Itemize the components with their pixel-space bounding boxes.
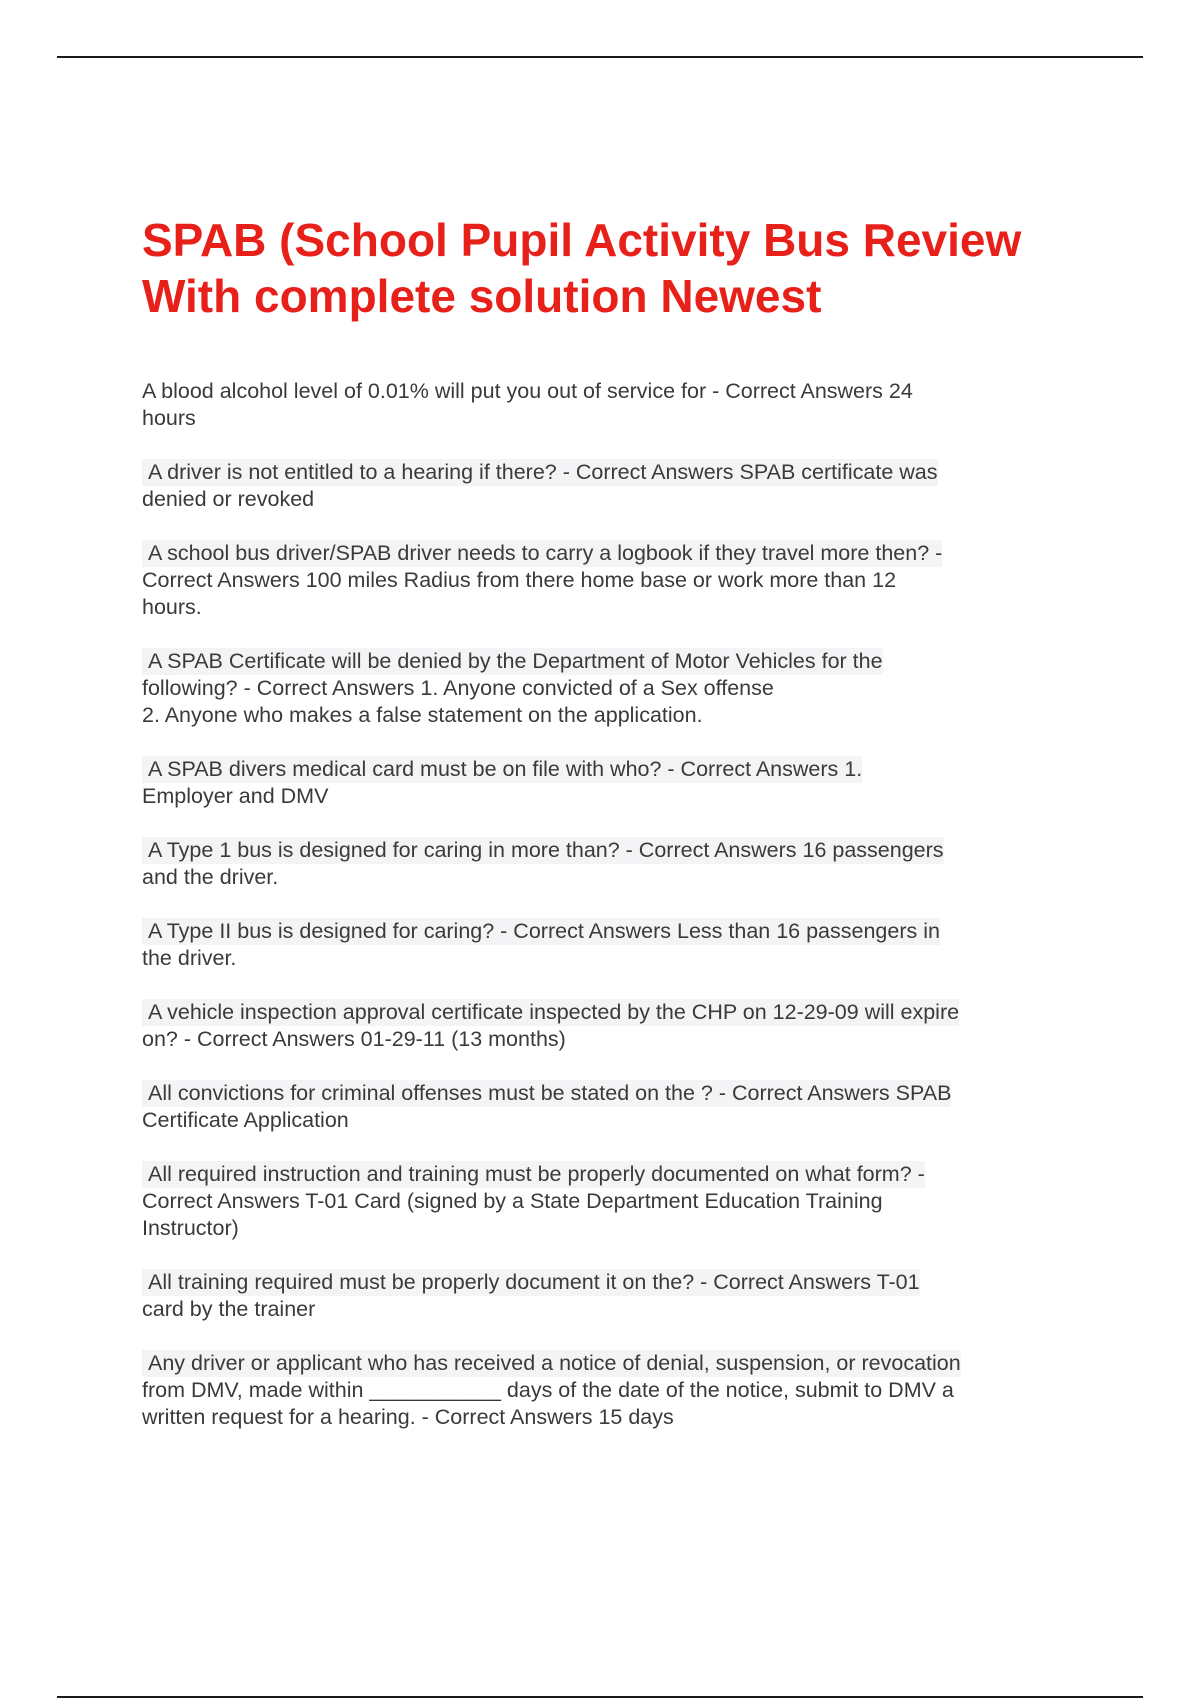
- qa-continuation-line: Instructor): [142, 1216, 239, 1240]
- qa-continuation-line: and the driver.: [142, 865, 279, 889]
- qa-question-line: A Type II bus is designed for caring? - Correct Answers Less than 16 passengers in: [142, 918, 940, 945]
- qa-continuation-line: following? - Correct Answers 1. Anyone convicted of a Sex offense: [142, 676, 774, 700]
- qa-continuation-line: Correct Answers 100 miles Radius from there home base or work more than 12: [142, 568, 897, 592]
- qa-question-line: A school bus driver/SPAB driver needs to carry a logbook if they travel more then? -: [142, 540, 942, 567]
- header-rule: [57, 56, 1143, 58]
- qa-item: [142, 756, 1060, 810]
- qa-continuation-line: from DMV, made within ___________ days of the date of the notice, submit to DMV a: [142, 1378, 954, 1402]
- qa-item: [142, 648, 1060, 729]
- qa-item: [142, 918, 1060, 972]
- qa-item: [142, 1269, 1060, 1323]
- qa-continuation-line: hours.: [142, 595, 202, 619]
- qa-item: [142, 1350, 1060, 1431]
- qa-question-line: A SPAB Certificate will be denied by the Department of Motor Vehicles for the: [142, 648, 883, 675]
- qa-continuation-line: Employer and DMV: [142, 784, 329, 808]
- qa-list: [142, 378, 1060, 1458]
- footer-rule: [57, 1696, 1143, 1698]
- qa-question-line: A vehicle inspection approval certificate inspected by the CHP on 12-29-09 will expire: [142, 999, 959, 1026]
- qa-item: [142, 459, 1060, 513]
- qa-question-line: A Type 1 bus is designed for caring in more than? - Correct Answers 16 passengers: [142, 837, 944, 864]
- qa-question-line: A blood alcohol level of 0.01% will put you out of service for - Correct Answers 24: [142, 379, 913, 403]
- qa-question-line: All convictions for criminal offenses must be stated on the ? - Correct Answers SPAB: [142, 1080, 951, 1107]
- qa-item: [142, 540, 1060, 621]
- title-line-2: With complete solution Newest: [142, 270, 822, 322]
- qa-continuation-line: hours: [142, 406, 196, 430]
- qa-continuation-line: card by the trainer: [142, 1297, 316, 1321]
- qa-question-line: A driver is not entitled to a hearing if there? - Correct Answers SPAB certificate was: [142, 459, 938, 486]
- qa-continuation-line: the driver.: [142, 946, 237, 970]
- qa-question-line: All required instruction and training must be properly documented on what form? -: [142, 1161, 925, 1188]
- qa-item: [142, 1161, 1060, 1242]
- qa-item: [142, 378, 1060, 432]
- qa-question-line: A SPAB divers medical card must be on file with who? - Correct Answers 1.: [142, 756, 862, 783]
- qa-continuation-line: denied or revoked: [142, 487, 315, 511]
- document-title: [142, 212, 1062, 324]
- title-line-1: SPAB (School Pupil Activity Bus Review: [142, 214, 1022, 266]
- qa-continuation-line: on? - Correct Answers 01-29-11 (13 months): [142, 1027, 566, 1051]
- qa-item: [142, 837, 1060, 891]
- qa-question-line: Any driver or applicant who has received a notice of denial, suspension, or revocation: [142, 1350, 961, 1377]
- qa-continuation-line: Certificate Application: [142, 1108, 349, 1132]
- qa-continuation-line: 2. Anyone who makes a false statement on the application.: [142, 703, 703, 727]
- qa-item: [142, 999, 1060, 1053]
- qa-continuation-line: written request for a hearing. - Correct Answers 15 days: [142, 1405, 674, 1429]
- qa-question-line: All training required must be properly document it on the? - Correct Answers T-01: [142, 1269, 920, 1296]
- qa-continuation-line: Correct Answers T-01 Card (signed by a State Department Education Training: [142, 1189, 883, 1213]
- qa-item: [142, 1080, 1060, 1134]
